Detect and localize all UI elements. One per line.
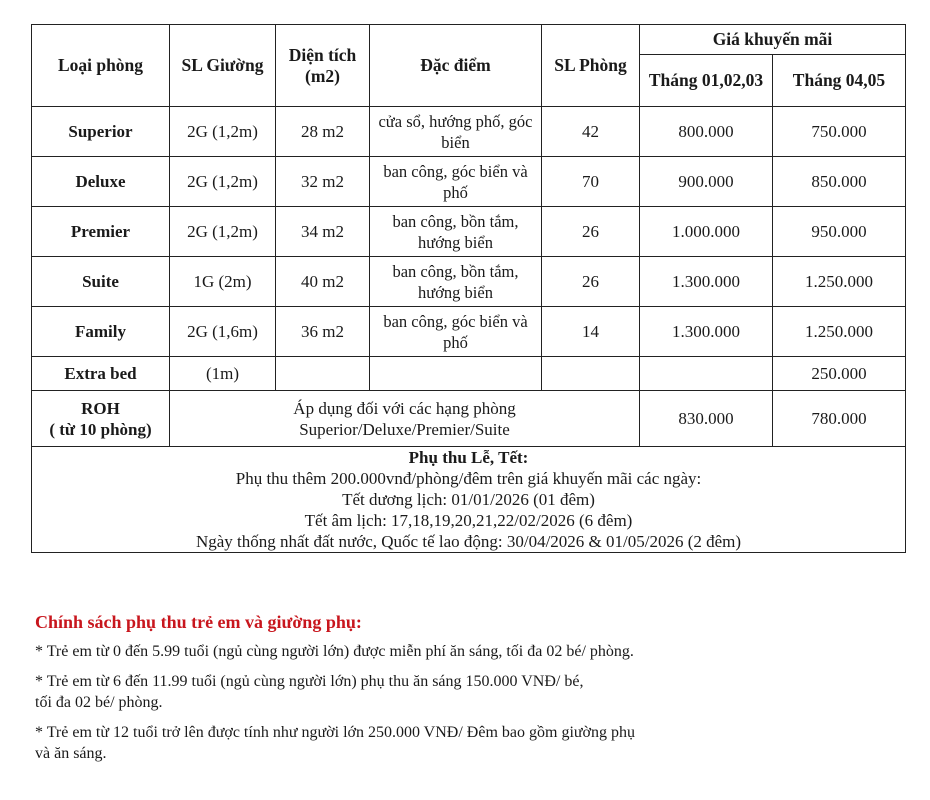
room-features: ban công, góc biển và phố (370, 157, 542, 207)
room-beds: 2G (1,2m) (170, 157, 276, 207)
header-features: Đặc điểm (370, 25, 542, 107)
table-row (32, 207, 906, 257)
room-beds: 2G (1,2m) (170, 207, 276, 257)
surcharge-notes (32, 447, 906, 553)
extra-bed-price: 250.000 (773, 357, 906, 391)
room-name: Suite (32, 257, 170, 307)
policy-item-line: tối đa 02 bé/ phòng. (35, 694, 163, 711)
empty-cell (370, 357, 542, 391)
policy-item (35, 722, 895, 764)
room-price-a: 800.000 (640, 107, 773, 157)
room-price-b: 1.250.000 (773, 307, 906, 357)
header-months-a: Tháng 01,02,03 (640, 55, 773, 107)
header-row (32, 25, 906, 55)
table-row (32, 107, 906, 157)
header-rooms: SL Phòng (542, 25, 640, 107)
surcharge-row (32, 447, 906, 553)
policy-item-line: * Trẻ em từ 12 tuổi trở lên được tính như người lớn 250.000 VNĐ/ Đêm bao gồm giường phụ (35, 724, 636, 741)
header-months-b: Tháng 04,05 (773, 55, 906, 107)
extra-bed-size: (1m) (170, 357, 276, 391)
roh-name-line1: ROH (81, 398, 120, 418)
room-price-b: 750.000 (773, 107, 906, 157)
room-price-a: 1.300.000 (640, 257, 773, 307)
room-beds: 2G (1,6m) (170, 307, 276, 357)
extra-bed-name: Extra bed (32, 357, 170, 391)
roh-desc-line1: Áp dụng đối với các hạng phòng (293, 398, 516, 418)
extra-bed-row (32, 357, 906, 391)
policy-title: Chính sách phụ thu trẻ em và giường phụ: (35, 612, 362, 632)
policy-item (35, 671, 895, 713)
surcharge-line: Ngày thống nhất đất nước, Quốc tế lao động: 30/04/2026 & 01/05/2026 (2 đêm) (195, 532, 742, 551)
room-area: 40 m2 (276, 257, 370, 307)
header-room-type: Loại phòng (32, 25, 170, 107)
room-area: 34 m2 (276, 207, 370, 257)
room-name: Family (32, 307, 170, 357)
room-name: Premier (32, 207, 170, 257)
policy-item (35, 641, 895, 662)
roh-price-a: 830.000 (640, 391, 773, 447)
policy-item-line: và ăn sáng. (35, 745, 107, 762)
header-area: Diện tích (m2) (276, 25, 370, 107)
room-price-a: 1.300.000 (640, 307, 773, 357)
table-row (32, 307, 906, 357)
roh-description (170, 391, 640, 447)
surcharge-line: Phụ thu thêm 200.000vnđ/phòng/đêm trên giá khuyến mãi các ngày: (235, 469, 702, 488)
header-beds: SL Giường (170, 25, 276, 107)
room-price-b: 1.250.000 (773, 257, 906, 307)
room-features: ban công, bồn tắm, hướng biển (370, 257, 542, 307)
roh-row (32, 391, 906, 447)
policy-item-line: * Trẻ em từ 0 đến 5.99 tuổi (ngủ cùng người lớn) được miễn phí ăn sáng, tối đa 02 bé/ phòng. (35, 643, 634, 660)
roh-desc-line2: Superior/Deluxe/Premier/Suite (299, 419, 510, 439)
child-policy (35, 612, 895, 773)
room-area: 32 m2 (276, 157, 370, 207)
roh-name (32, 391, 170, 447)
policy-item-line: * Trẻ em từ 6 đến 11.99 tuổi (ngủ cùng người lớn) phụ thu ăn sáng 150.000 VNĐ/ bé, (35, 673, 584, 690)
room-price-a: 1.000.000 (640, 207, 773, 257)
room-features: ban công, góc biển và phố (370, 307, 542, 357)
roh-price-b: 780.000 (773, 391, 906, 447)
room-count: 26 (542, 257, 640, 307)
empty-cell (542, 357, 640, 391)
room-count: 42 (542, 107, 640, 157)
room-features: ban công, bồn tắm, hướng biển (370, 207, 542, 257)
room-name: Superior (32, 107, 170, 157)
room-price-a: 900.000 (640, 157, 773, 207)
room-beds: 2G (1,2m) (170, 107, 276, 157)
surcharge-line: Tết dương lịch: 01/01/2026 (01 đêm) (342, 490, 595, 509)
room-count: 14 (542, 307, 640, 357)
room-area: 36 m2 (276, 307, 370, 357)
empty-cell (640, 357, 773, 391)
room-features: cửa sổ, hướng phố, góc biển (370, 107, 542, 157)
room-beds: 1G (2m) (170, 257, 276, 307)
room-count: 26 (542, 207, 640, 257)
roh-name-line2: ( từ 10 phòng) (49, 419, 152, 439)
room-count: 70 (542, 157, 640, 207)
header-promo: Giá khuyến mãi (640, 25, 906, 55)
surcharge-line: Tết âm lịch: 17,18,19,20,21,22/02/2026 (6 đêm) (304, 511, 633, 530)
price-table (31, 24, 906, 553)
table-row (32, 157, 906, 207)
empty-cell (276, 357, 370, 391)
room-price-b: 850.000 (773, 157, 906, 207)
surcharge-title: Phụ thu Lễ, Tết: (408, 448, 529, 467)
room-price-b: 950.000 (773, 207, 906, 257)
room-area: 28 m2 (276, 107, 370, 157)
room-name: Deluxe (32, 157, 170, 207)
table-row (32, 257, 906, 307)
